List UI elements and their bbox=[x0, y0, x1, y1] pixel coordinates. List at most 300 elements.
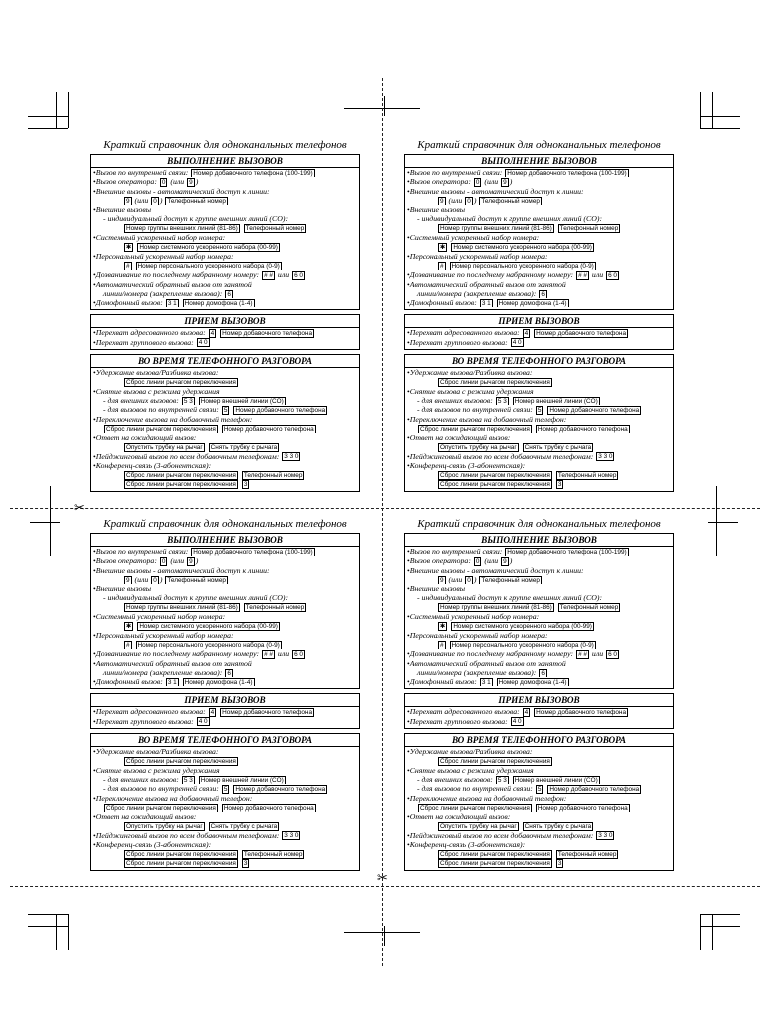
instruction-text: Переключение вызова на добавочный телефон: bbox=[95, 793, 253, 803]
instruction-line bbox=[405, 659, 673, 668]
key-box: # bbox=[126, 262, 130, 270]
instruction-text: - индивидуальный доступ к группе внешних линий (CO): bbox=[417, 593, 603, 603]
instruction-text bbox=[241, 603, 243, 612]
instruction-text: Ответ на ожидающий вызов: bbox=[95, 812, 197, 822]
instruction-text: - индивидуальный доступ к группе внешних линий (CO): bbox=[103, 214, 289, 224]
key-box: 6 bbox=[541, 290, 545, 298]
instruction-text: или bbox=[275, 270, 292, 280]
key-box: Сброс линии рычагом переключения bbox=[106, 804, 216, 812]
instruction-text: - для вызовов по внутренней связи: bbox=[103, 405, 221, 415]
crop-mark bbox=[28, 914, 68, 915]
instruction-text: Перехват адресованного вызова: bbox=[95, 328, 208, 338]
crop-mark bbox=[68, 92, 69, 128]
section-heading: ВО ВРЕМЯ ТЕЛЕФОННОГО РАЗГОВОРА bbox=[405, 355, 673, 368]
instruction-text bbox=[239, 480, 241, 489]
key-box: Номер добавочного телефона bbox=[549, 785, 640, 793]
instruction-text: Снятие вызова с режима удержания bbox=[409, 386, 534, 396]
instruction-line bbox=[405, 784, 673, 793]
key-box: Сброс линии рычагом переключения bbox=[440, 379, 550, 387]
instruction-text: Пейджинговый вызов по всем добавочным телефонам: bbox=[95, 451, 282, 461]
instruction-text bbox=[133, 261, 135, 270]
key-box: # bbox=[440, 641, 444, 649]
key-box: Сброс линии рычагом переключения bbox=[440, 481, 550, 489]
section-heading: ПРИЕМ ВЫЗОВОВ bbox=[405, 694, 673, 707]
instruction-line bbox=[405, 747, 673, 756]
instruction-line bbox=[91, 415, 359, 424]
instruction-line bbox=[405, 556, 673, 565]
key-box: Номер добавочного телефона bbox=[222, 709, 313, 717]
key-box: 0 bbox=[161, 179, 166, 186]
key-box: 4 bbox=[524, 330, 529, 338]
instruction-text: Внешние вызовы - автоматический доступ к линии: bbox=[409, 565, 584, 575]
instruction-line bbox=[405, 368, 673, 377]
instruction-line bbox=[91, 812, 359, 821]
crop-mark bbox=[28, 926, 68, 927]
instruction-line bbox=[91, 289, 359, 298]
key-box: Опустить трубку на рычаг bbox=[126, 823, 203, 831]
key-box: 6 0 bbox=[294, 650, 303, 658]
instruction-line bbox=[91, 556, 359, 565]
instruction-text bbox=[544, 784, 546, 793]
section-heading: ПРИЕМ ВЫЗОВОВ bbox=[405, 315, 673, 328]
key-box: Сброс линии рычагом переключения bbox=[126, 472, 236, 480]
key-box: Номер группы внешних линий (81-86) bbox=[440, 604, 552, 612]
instruction-line bbox=[91, 717, 359, 726]
instruction-line bbox=[405, 168, 673, 177]
key-box: 3 1 bbox=[481, 299, 491, 307]
key-box: # # bbox=[578, 650, 587, 658]
instruction-line bbox=[405, 631, 673, 640]
instruction-text bbox=[206, 442, 208, 451]
instruction-text: (или bbox=[482, 177, 501, 187]
instruction-text: Перехват адресованного вызова: bbox=[409, 707, 522, 717]
instruction-text: Ответ на ожидающий вызов: bbox=[409, 812, 511, 822]
instruction-text bbox=[553, 849, 555, 858]
key-box: 6 0 bbox=[608, 650, 617, 658]
key-box: Сброс линии рычагом переключения bbox=[126, 481, 236, 489]
crop-mark bbox=[700, 914, 701, 950]
key-box: Телефонный номер bbox=[245, 604, 305, 612]
instruction-line bbox=[405, 298, 673, 307]
instruction-line bbox=[91, 659, 359, 668]
crop-mark bbox=[50, 486, 51, 556]
key-box: Снять трубку с рычага bbox=[210, 823, 278, 831]
card-title: Краткий справочник для одноканальных телефонов bbox=[417, 518, 661, 530]
instruction-text: Автоматический обратный вызов от занятой bbox=[95, 658, 252, 668]
key-box: Номер системного ускоренного набора (00-99) bbox=[453, 623, 592, 631]
instruction-line bbox=[405, 775, 673, 784]
key-box: Сброс линии рычагом переключения bbox=[440, 758, 550, 766]
instruction-text: Дозванивание по последнему набранному номеру: bbox=[95, 649, 262, 659]
key-box: Номер добавочного телефона (100-199) bbox=[507, 169, 627, 177]
crop-mark bbox=[68, 914, 69, 950]
instruction-text: Вызов по внутренней связи: bbox=[409, 547, 505, 556]
key-box: Номер добавочного телефона bbox=[222, 330, 313, 338]
instruction-line bbox=[405, 261, 673, 270]
instruction-line bbox=[405, 849, 673, 858]
instruction-text: ) bbox=[159, 574, 165, 584]
instruction-text: Домофонный вызов: bbox=[409, 298, 479, 308]
key-box: 9 bbox=[189, 179, 193, 186]
section-box bbox=[404, 314, 674, 350]
key-box: 0 bbox=[475, 179, 480, 186]
instruction-line bbox=[91, 261, 359, 270]
instruction-text: Дозванивание по последнему набранному номеру: bbox=[95, 270, 262, 280]
instruction-text bbox=[553, 480, 555, 489]
instruction-text bbox=[230, 405, 232, 414]
instruction-text: Пейджинговый вызов по всем добавочным телефонам: bbox=[95, 830, 282, 840]
key-box: Номер домофона (1-4) bbox=[498, 678, 567, 686]
section-box bbox=[404, 693, 674, 729]
key-box: Номер системного ускоренного набора (00-99) bbox=[139, 623, 278, 631]
key-box: 6 0 bbox=[294, 271, 303, 279]
instruction-line bbox=[91, 621, 359, 630]
key-box: 0 bbox=[467, 576, 471, 584]
key-box: 0 bbox=[153, 197, 157, 205]
instruction-text bbox=[533, 424, 535, 433]
instruction-line bbox=[91, 747, 359, 756]
instruction-text: линии/номера (закрепление вызова): bbox=[103, 288, 225, 298]
key-box: Номер домофона (1-4) bbox=[184, 299, 253, 307]
instruction-line bbox=[405, 803, 673, 812]
instruction-text: Персональный ускоренный набор номера: bbox=[95, 251, 234, 261]
key-box: 3 3 0 bbox=[598, 832, 613, 840]
instruction-line bbox=[91, 196, 359, 205]
key-box: 6 bbox=[541, 669, 545, 677]
instruction-line bbox=[91, 242, 359, 251]
key-box: 6 0 bbox=[608, 271, 617, 279]
scissors-icon: ✂ bbox=[377, 871, 388, 886]
crop-mark bbox=[712, 914, 713, 950]
key-box: Сброс линии рычагом переключения bbox=[106, 425, 216, 433]
section-heading: ВЫПОЛНЕНИЕ ВЫЗОВОВ bbox=[405, 534, 673, 547]
instruction-text: Пейджинговый вызов по всем добавочным телефонам: bbox=[409, 830, 596, 840]
key-box: Номер добавочного телефона bbox=[235, 785, 326, 793]
instruction-line bbox=[91, 205, 359, 214]
section-box bbox=[90, 354, 360, 492]
key-box: 3 bbox=[557, 481, 562, 489]
key-box: ✱ bbox=[126, 244, 132, 252]
instruction-line bbox=[91, 328, 359, 337]
instruction-text bbox=[239, 859, 241, 868]
instruction-text: Переключение вызова на добавочный телефон: bbox=[409, 414, 567, 424]
instruction-line bbox=[405, 480, 673, 489]
key-box: 4 0 bbox=[512, 339, 522, 347]
instruction-text: Внешние вызовы bbox=[409, 205, 466, 215]
section-box bbox=[90, 154, 360, 310]
key-box: 4 bbox=[210, 330, 215, 338]
instruction-line bbox=[405, 593, 673, 602]
key-box: # bbox=[126, 641, 130, 649]
instruction-line bbox=[405, 840, 673, 849]
key-box: Опустить трубку на рычаг bbox=[440, 444, 517, 452]
key-box: Номер добавочного телефона bbox=[537, 425, 628, 433]
instruction-line bbox=[91, 821, 359, 830]
instruction-line bbox=[405, 812, 673, 821]
instruction-text bbox=[553, 470, 555, 479]
instruction-text: Пейджинговый вызов по всем добавочным телефонам: bbox=[409, 451, 596, 461]
instruction-text: Вызов по внутренней связи: bbox=[409, 168, 505, 177]
reference-card bbox=[90, 138, 360, 496]
key-box: 3 bbox=[243, 860, 248, 868]
card-title: Краткий справочник для одноканальных телефонов bbox=[103, 518, 347, 530]
key-box: 5 3 bbox=[183, 397, 193, 405]
key-box: Номер внешней линии (CO) bbox=[514, 776, 598, 784]
section-heading: ВЫПОЛНЕНИЕ ВЫЗОВОВ bbox=[91, 534, 359, 547]
section-heading: ВО ВРЕМЯ ТЕЛЕФОННОГО РАЗГОВОРА bbox=[91, 734, 359, 747]
instruction-text: ) bbox=[473, 195, 479, 205]
instruction-text: Внешние вызовы bbox=[409, 584, 466, 594]
key-box: 5 3 bbox=[497, 776, 507, 784]
key-box: Телефонный номер bbox=[559, 604, 619, 612]
key-box: Номер внешней линии (CO) bbox=[200, 776, 284, 784]
instruction-text: Вызов по внутренней связи: bbox=[95, 547, 191, 556]
instruction-text bbox=[219, 424, 221, 433]
instruction-line bbox=[91, 612, 359, 621]
instruction-line bbox=[91, 640, 359, 649]
instruction-text: Дозванивание по последнему набранному номеру: bbox=[409, 270, 576, 280]
instruction-text bbox=[180, 298, 182, 307]
instruction-line bbox=[405, 289, 673, 298]
instruction-text bbox=[447, 640, 449, 649]
instruction-text: Конференц-связь (3-абонентская): bbox=[95, 461, 212, 471]
key-box: 6 bbox=[227, 290, 231, 298]
instruction-line bbox=[405, 387, 673, 396]
instruction-line bbox=[91, 547, 359, 556]
instruction-text: (или bbox=[446, 195, 465, 205]
instruction-text: - для вызовов по внутренней связи: bbox=[417, 405, 535, 415]
instruction-line bbox=[405, 640, 673, 649]
instruction-line bbox=[91, 831, 359, 840]
instruction-text: Перехват группового вызова: bbox=[409, 716, 510, 726]
instruction-line bbox=[91, 794, 359, 803]
key-box: Номер персонального ускоренного набора (0-9) bbox=[451, 641, 594, 649]
instruction-line bbox=[405, 677, 673, 686]
key-box: 4 0 bbox=[512, 718, 522, 726]
instruction-line bbox=[405, 470, 673, 479]
crop-mark bbox=[700, 92, 701, 128]
instruction-text: Домофонный вызов: bbox=[95, 677, 165, 687]
instruction-text: Переключение вызова на добавочный телефон: bbox=[95, 414, 253, 424]
key-box: 3 3 0 bbox=[284, 453, 299, 461]
section-box bbox=[90, 693, 360, 729]
instruction-line bbox=[91, 224, 359, 233]
instruction-line bbox=[91, 775, 359, 784]
key-box: Сброс линии рычагом переключения bbox=[126, 758, 236, 766]
instruction-line bbox=[405, 338, 673, 347]
instruction-text bbox=[239, 849, 241, 858]
crop-mark bbox=[716, 486, 717, 556]
key-box: Номер добавочного телефона bbox=[536, 709, 627, 717]
instruction-line bbox=[405, 717, 673, 726]
key-box: Номер внешней линии (CO) bbox=[514, 397, 598, 405]
section-heading: ПРИЕМ ВЫЗОВОВ bbox=[91, 315, 359, 328]
instruction-line bbox=[91, 177, 359, 186]
instruction-text: линии/номера (закрепление вызова): bbox=[417, 288, 539, 298]
key-box: Сброс линии рычагом переключения bbox=[440, 860, 550, 868]
instruction-line bbox=[405, 649, 673, 658]
instruction-text: Перехват адресованного вызова: bbox=[95, 707, 208, 717]
key-box: Сброс линии рычагом переключения bbox=[420, 804, 530, 812]
key-box: Опустить трубку на рычаг bbox=[440, 823, 517, 831]
key-box: Телефонный номер bbox=[243, 472, 303, 480]
instruction-line bbox=[405, 821, 673, 830]
instruction-text bbox=[217, 328, 219, 337]
key-box: Номер добавочного телефона bbox=[235, 406, 326, 414]
key-box: Номер домофона (1-4) bbox=[184, 678, 253, 686]
instruction-text: Удержание вызова/Разбивка вызова: bbox=[95, 747, 219, 757]
reference-card bbox=[404, 138, 674, 496]
key-box: Сброс линии рычагом переключения bbox=[420, 425, 530, 433]
instruction-text: - индивидуальный доступ к группе внешних линий (CO): bbox=[417, 214, 603, 224]
instruction-line bbox=[91, 631, 359, 640]
crop-mark bbox=[700, 926, 740, 927]
section-heading: ВЫПОЛНЕНИЕ ВЫЗОВОВ bbox=[405, 155, 673, 168]
instruction-line bbox=[405, 270, 673, 279]
instruction-text: Системный ускоренный набор номера: bbox=[409, 612, 540, 622]
instruction-text: или bbox=[589, 649, 606, 659]
instruction-line bbox=[91, 849, 359, 858]
instruction-line bbox=[405, 859, 673, 868]
instruction-text: Дозванивание по последнему набранному номеру: bbox=[409, 649, 576, 659]
instruction-line bbox=[91, 338, 359, 347]
key-box: 9 bbox=[126, 197, 130, 205]
instruction-text: Автоматический обратный вызов от занятой bbox=[95, 279, 252, 289]
key-box: 3 3 0 bbox=[598, 453, 613, 461]
instruction-line bbox=[91, 784, 359, 793]
key-box: 5 bbox=[223, 406, 228, 414]
instruction-text: Внешние вызовы - автоматический доступ к линии: bbox=[95, 565, 270, 575]
instruction-line bbox=[91, 859, 359, 868]
instruction-text: Конференц-связь (3-абонентская): bbox=[409, 461, 526, 471]
instruction-line bbox=[405, 794, 673, 803]
instruction-text: Перехват группового вызова: bbox=[95, 337, 196, 347]
instruction-line bbox=[91, 168, 359, 177]
instruction-line bbox=[91, 603, 359, 612]
key-box: 3 bbox=[557, 860, 562, 868]
instruction-line bbox=[91, 566, 359, 575]
instruction-line bbox=[91, 840, 359, 849]
instruction-line bbox=[91, 480, 359, 489]
key-box: Сброс линии рычагом переключения bbox=[126, 379, 236, 387]
section-box bbox=[404, 733, 674, 871]
key-box: 5 3 bbox=[497, 397, 507, 405]
section-box bbox=[90, 533, 360, 689]
key-box: 5 3 bbox=[183, 776, 193, 784]
key-box: 6 bbox=[227, 669, 231, 677]
instruction-text bbox=[448, 242, 450, 251]
key-box: Номер группы внешних линий (81-86) bbox=[440, 225, 552, 233]
instruction-text: Снятие вызова с режима удержания bbox=[95, 386, 220, 396]
instruction-line bbox=[91, 280, 359, 289]
card-title: Краткий справочник для одноканальных телефонов bbox=[417, 139, 661, 151]
instruction-text: Системный ускоренный набор номера: bbox=[95, 233, 226, 243]
key-box: Номер добавочного телефона (100-199) bbox=[193, 548, 313, 556]
instruction-line bbox=[91, 593, 359, 602]
key-box: Номер добавочного телефона bbox=[223, 425, 314, 433]
key-box: Номер домофона (1-4) bbox=[498, 299, 567, 307]
instruction-text bbox=[520, 442, 522, 451]
key-box: 3 1 bbox=[481, 678, 491, 686]
instruction-text: Домофонный вызов: bbox=[95, 298, 165, 308]
instruction-text: (или bbox=[132, 195, 151, 205]
key-box: 5 bbox=[537, 785, 542, 793]
instruction-line bbox=[91, 461, 359, 470]
instruction-line bbox=[91, 396, 359, 405]
crop-mark bbox=[708, 522, 738, 523]
key-box: Телефонный номер bbox=[167, 197, 226, 205]
instruction-line bbox=[405, 224, 673, 233]
instruction-line bbox=[405, 396, 673, 405]
cut-line-horizontal bbox=[10, 508, 760, 509]
instruction-text: линии/номера (закрепление вызова): bbox=[103, 667, 225, 677]
section-box bbox=[404, 354, 674, 492]
instruction-text: Перехват адресованного вызова: bbox=[409, 328, 522, 338]
instruction-line bbox=[405, 452, 673, 461]
key-box: 9 bbox=[440, 576, 444, 584]
crop-mark bbox=[28, 116, 68, 117]
section-box bbox=[90, 733, 360, 871]
reference-card bbox=[404, 517, 674, 875]
key-box: 9 bbox=[503, 179, 507, 186]
instruction-line bbox=[405, 196, 673, 205]
key-box: # # bbox=[578, 271, 587, 279]
key-box: Опустить трубку на рычаг bbox=[126, 444, 203, 452]
instruction-text bbox=[531, 328, 533, 337]
instruction-text: Удержание вызова/Разбивка вызова: bbox=[409, 368, 533, 378]
instruction-line bbox=[405, 668, 673, 677]
key-box: Номер добавочного телефона bbox=[536, 330, 627, 338]
instruction-line bbox=[91, 575, 359, 584]
instruction-text bbox=[555, 603, 557, 612]
instruction-text: ) bbox=[195, 177, 199, 187]
instruction-text bbox=[510, 775, 512, 784]
instruction-text: Системный ускоренный набор номера: bbox=[409, 233, 540, 243]
crop-mark bbox=[712, 92, 713, 128]
instruction-line bbox=[91, 214, 359, 223]
instruction-text: ) bbox=[509, 556, 513, 566]
instruction-text bbox=[239, 470, 241, 479]
instruction-line bbox=[405, 707, 673, 716]
instruction-line bbox=[405, 442, 673, 451]
key-box: 3 1 bbox=[167, 299, 177, 307]
instruction-text: Ответ на ожидающий вызов: bbox=[95, 433, 197, 443]
instruction-line bbox=[405, 280, 673, 289]
instruction-line bbox=[91, 405, 359, 414]
key-box: Номер системного ускоренного набора (00-99) bbox=[139, 244, 278, 252]
instruction-text: Удержание вызова/Разбивка вызова: bbox=[409, 747, 533, 757]
instruction-line bbox=[91, 803, 359, 812]
cut-line-horizontal bbox=[10, 886, 760, 887]
instruction-text: Вызов по внутренней связи: bbox=[95, 168, 191, 177]
instruction-text: линии/номера (закрепление вызова): bbox=[417, 667, 539, 677]
key-box: Номер добавочного телефона bbox=[537, 804, 628, 812]
key-box: 3 1 bbox=[167, 678, 177, 686]
instruction-line bbox=[91, 424, 359, 433]
crop-mark bbox=[30, 522, 60, 523]
instruction-line bbox=[91, 298, 359, 307]
instruction-line bbox=[91, 387, 359, 396]
instruction-text bbox=[494, 298, 496, 307]
instruction-line bbox=[405, 187, 673, 196]
instruction-text bbox=[134, 621, 136, 630]
key-box: Снять трубку с рычага bbox=[524, 823, 592, 831]
key-box: 0 bbox=[467, 197, 471, 205]
instruction-line bbox=[91, 270, 359, 279]
key-box: 0 bbox=[161, 558, 166, 565]
instruction-text bbox=[447, 261, 449, 270]
instruction-line bbox=[405, 566, 673, 575]
